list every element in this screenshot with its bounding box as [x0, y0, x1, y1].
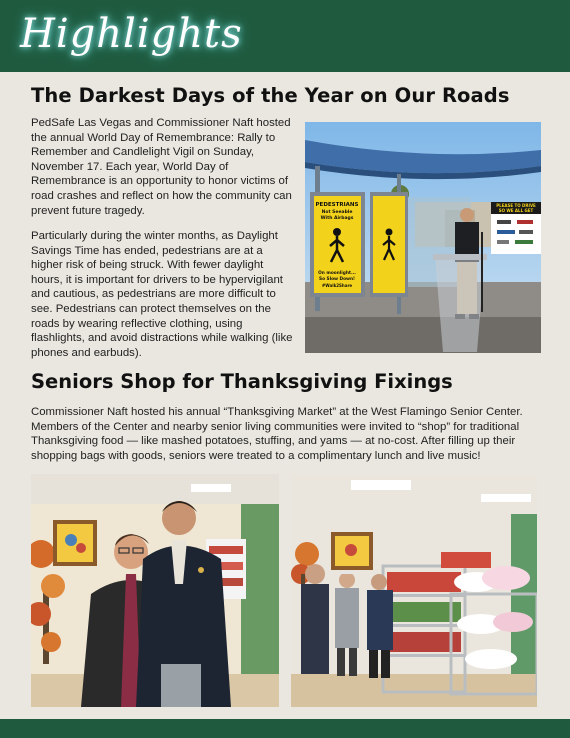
section1-title: The Darkest Days of the Year on Our Roads [31, 84, 510, 107]
section1-paragraph1: PedSafe Las Vegas and Commissioner Naft hosted the annual World Day of Remembrance: Rally to Remember and Candlelight Vigil on Sunday, November 17. Each year, World Day of Remembrance is an opportunity to honor victims of road crashes and reflect on how the community can prevent future tragedy. [31, 117, 292, 217]
highlights-script-title: Highlights [20, 11, 243, 57]
sign-right-line1: PLEASE TO DRIVE [496, 203, 536, 208]
section2-title: Seniors Shop for Thanksgiving Fixings [31, 370, 453, 393]
sign-left-line2: Not Seeable [321, 210, 353, 215]
sign-right-line2: SO WE ALL GET [498, 208, 534, 213]
sign-left-line6: #Walk2Share [321, 283, 353, 288]
section2-paragraph: Commissioner Naft hosted his annual “Thanksgiving Market” at the West Flamingo Senior Center. Members of the Center and nearby senior living communities were invited to “shop” for traditional Thanksgiving food — like mashed potatoes, stuffing, and yams — at no-cost. After filling up their shopping bags with goods, seniors were treated to a complimentary lunch and live music! [31, 406, 523, 462]
sign-left-line5: So Slow Down! [318, 277, 356, 282]
remembrance-rally-photo [305, 122, 541, 353]
sign-left-line3: With Airbags [320, 216, 354, 221]
commissioner-with-senior-photo [31, 474, 279, 707]
footer-band [0, 719, 570, 738]
sign-left-line1: PEDESTRIANS [315, 202, 359, 208]
thanksgiving-market-photo [291, 474, 537, 707]
sign-left-line4: On moonlight... [318, 271, 356, 276]
section1-paragraph2: Particularly during the winter months, as Daylight Savings Time has ended, pedestrians are at a higher risk of being struck. With fewer daylight hours, it is important for drivers to be hypervigilant and cautious, as pedestrians are more difficult to see. Pedestrians can protect themselves on the roads by wearing reflective clothing, using flashlights, and avoid distractions while walking (like phones and earbuds). [31, 230, 293, 359]
